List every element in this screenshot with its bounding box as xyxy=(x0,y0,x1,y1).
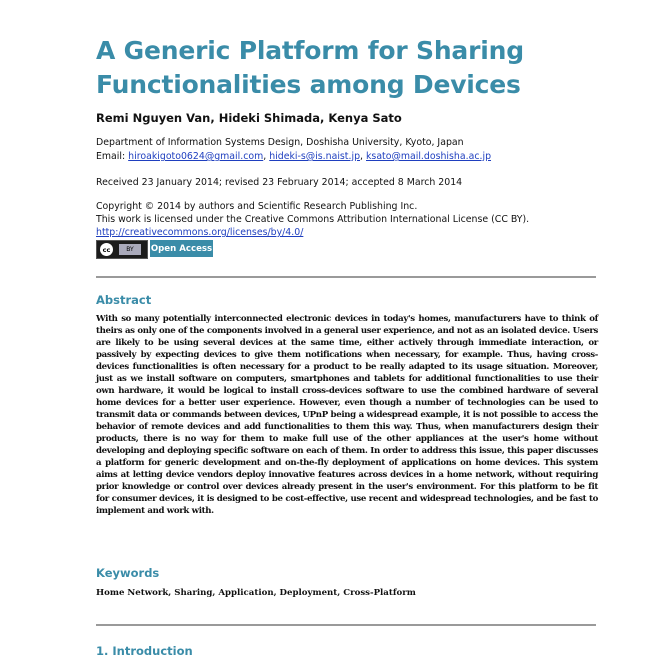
email-separator: , xyxy=(360,151,366,162)
email-separator: , xyxy=(263,151,270,162)
license-link[interactable]: http://creativecommons.org/licenses/by/4.0/ xyxy=(96,227,304,238)
title-line-1: A Generic Platform for Sharing xyxy=(96,36,524,65)
introduction-heading: 1. Introduction xyxy=(96,644,193,658)
email-link-2[interactable]: hideki-s@is.naist.jp xyxy=(269,151,361,162)
email-link-1[interactable]: hiroakigoto0624@gmail.com xyxy=(128,151,264,162)
paper-title xyxy=(96,34,576,102)
keywords-heading: Keywords xyxy=(96,566,160,580)
author-list: Remi Nguyen Van, Hideki Shimada, Kenya Sato xyxy=(96,111,402,125)
email-link-3[interactable]: ksato@mail.doshisha.ac.jp xyxy=(366,151,492,162)
copyright-notice: Copyright © 2014 by authors and Scientific Research Publishing Inc. xyxy=(96,201,418,212)
cc-license-icon[interactable] xyxy=(96,240,148,259)
license-notice: This work is licensed under the Creative Commons Attribution International License (CC BY). xyxy=(96,214,530,225)
section-divider xyxy=(96,624,596,626)
affiliation: Department of Information Systems Design, Doshisha University, Kyoto, Japan xyxy=(96,137,464,148)
abstract-heading: Abstract xyxy=(96,293,152,307)
license-url-line xyxy=(96,227,303,238)
abstract-body: With so many potentially interconnected electronic devices in today's homes, manufacturers have to think of theirs as only one of the components involved in a general user experience, and not as an isolated device. Users are likely to be using several devices at the same time, either actively through immediate interaction, or passively by expecting devices to give them notifications when necessary, for example. Thus, having cross-devices functionalities is often necessary for a product to be really adapted to its usage situation. Moreover, just as we install software on computers, smartphones and tablets for additional functionalities to use their own hardware, it would be logical to install cross-devices software to use the combined hardware of several home devices for a better user experience. However, even though a number of technologies can be used to transmit data or commands between devices, UPnP being a widespread example, it is not possible to access the behavior of remote devices and add functionalities to them this way. Thus, when manufacturers design their products, there is no way for them to make full use of the other appliances at the user's home without developing and deploying specific software on each of them. In order to address this issue, this paper discusses a platform for generic development and on-the-fly deployment of applications on home devices. This system aims at letting device vendors deploy innovative features across devices in a home network, without requiring prior knowledge or control over devices already present in the user's environment. For this platform to be fit for consumer devices, it is designed to be cost-effective, use recent and widespread technologies, and be fast to implement and work with. xyxy=(96,314,598,516)
section-divider xyxy=(96,276,596,278)
received-dates: Received 23 January 2014; revised 23 February 2014; accepted 8 March 2014 xyxy=(96,177,463,188)
open-access-badge: Open Access xyxy=(150,240,213,257)
email-line xyxy=(96,151,491,162)
keywords-list: Home Network, Sharing, Application, Deployment, Cross-Platform xyxy=(96,588,416,598)
email-label: Email: xyxy=(96,151,129,162)
cc-by-icon: BY xyxy=(119,244,141,255)
cc-logo-icon: cc xyxy=(100,243,113,256)
title-line-2: Functionalities among Devices xyxy=(96,70,521,99)
